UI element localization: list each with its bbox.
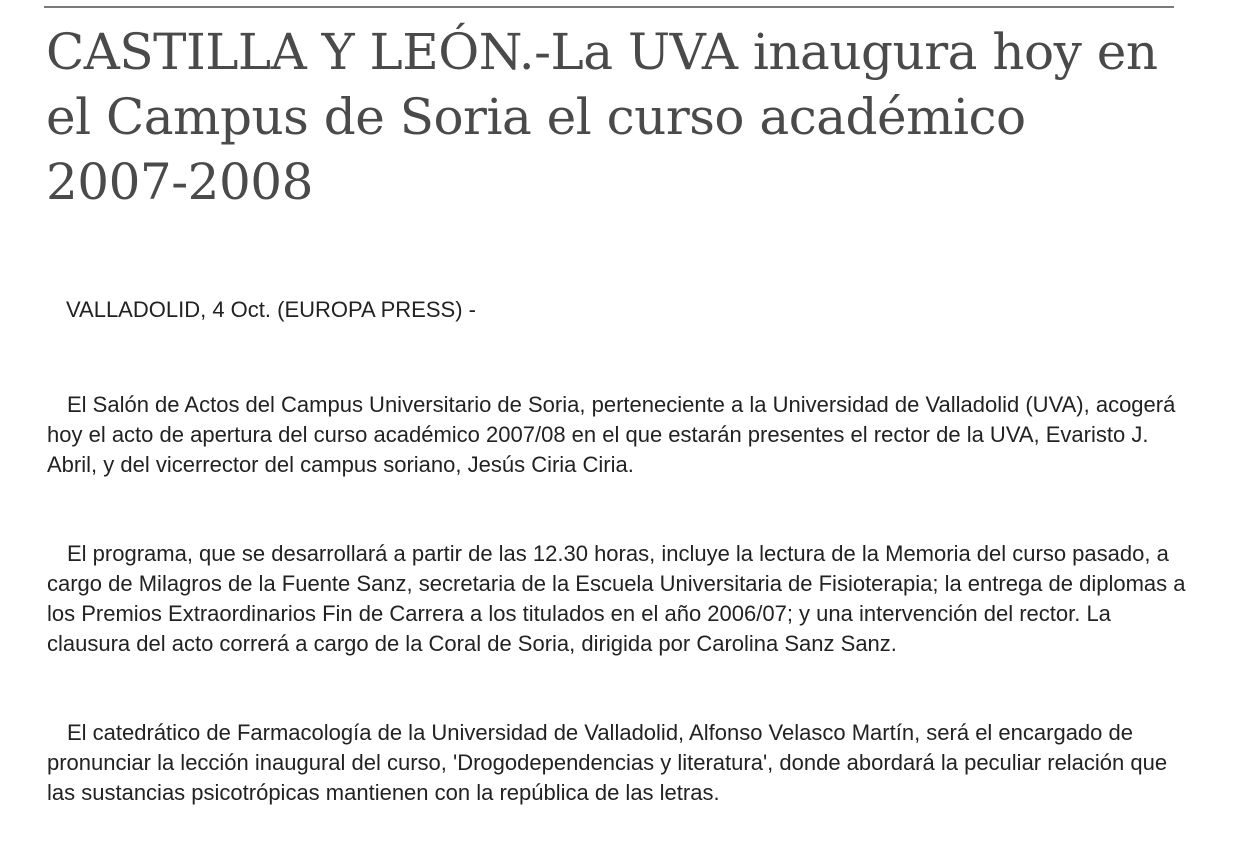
top-divider [44,6,1174,8]
article-paragraph-1: El Salón de Actos del Campus Universitario de Soria, perteneciente a la Universidad de Valladolid (UVA), acogerá hoy el acto de apertura del curso académico 2007/08 en el que estarán presentes el rector de la UVA, Evaristo J. Abril, y del vicerrector del campus soriano, Jesús Ciria Ciria. [47,392,1176,477]
article-paragraph-3: El catedrático de Farmacología de la Universidad de Valladolid, Alfonso Velasco Martín, será el encargado de pronunciar la lección inaugural del curso, 'Drogodependencias y literatura', donde abordará la peculiar relación que las sustancias psicotrópicas mantienen con la república de las letras. [47,720,1168,805]
article-dateline: VALLADOLID, 4 Oct. (EUROPA PRESS) - [66,297,476,322]
article-headline: CASTILLA Y LEÓN.-La UVA inaugura hoy en el Campus de Soria el curso académico 2007-2008 [46,23,1158,211]
article-paragraph-2: El programa, que se desarrollará a partir de las 12.30 horas, incluye la lectura de la Memoria del curso pasado, a cargo de Milagros de la Fuente Sanz, secretaria de la Escuela Universitaria de Fisioterapia; la entrega de diplomas a los Premios Extraordinarios Fin de Carrera a los titulados en el año 2006/07; y una intervención del rector. La clausura del acto correrá a cargo de la Coral de Soria, dirigida por Carolina Sanz Sanz. [47,541,1186,656]
